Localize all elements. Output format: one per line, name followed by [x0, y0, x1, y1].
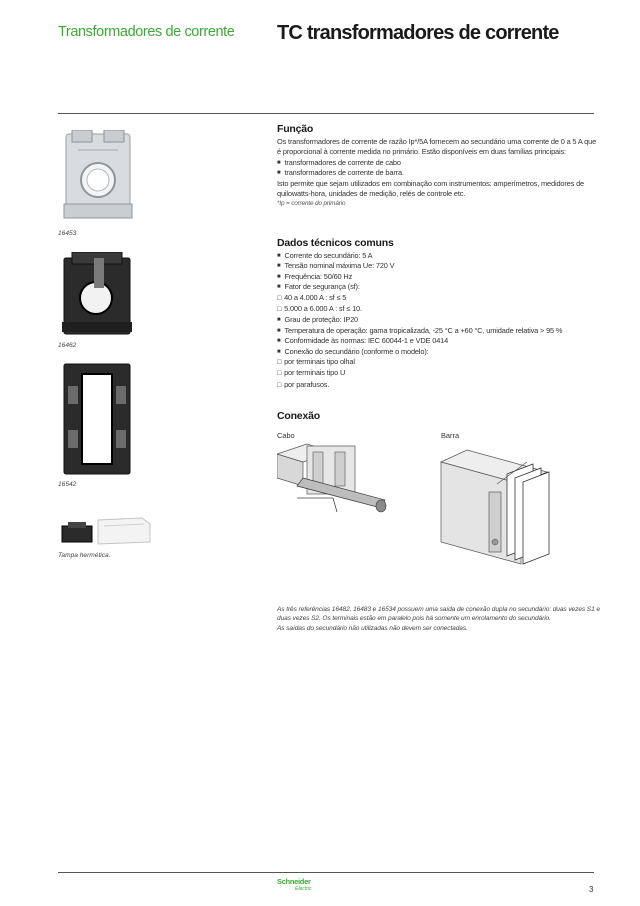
bar-current-transformer-image — [58, 360, 138, 478]
barra-label: Barra — [441, 431, 460, 440]
conexao-title: Conexão — [277, 410, 320, 422]
list-item: ■ Conexão do secundário (conforme o modelo): — [277, 347, 597, 357]
dados-title: Dados técnicos comuns — [277, 237, 394, 249]
list-item: ■ transformadores de corrente de barra. — [277, 168, 597, 178]
image-caption: 16453 — [58, 230, 77, 237]
black-ring-current-transformer-image — [58, 252, 138, 340]
image-caption: 16462 — [58, 342, 77, 349]
section-header: Transformadores de corrente — [58, 24, 235, 40]
dados-list — [277, 251, 597, 391]
funcao-note: *Ip = corrente do primário — [277, 200, 346, 208]
list-item: ■ Conformidade às normas: IEC 60044-1 e VDE 0414 — [277, 336, 597, 346]
footnote-line: As saídas do secundário não utilizadas não devem ser conectadas. — [277, 624, 468, 632]
bar-connection-diagram — [437, 442, 555, 574]
top-divider — [58, 113, 594, 114]
logo-sub: Electric — [295, 886, 312, 892]
funcao-title: Função — [277, 123, 314, 135]
list-item: ■ Temperatura de operação: gama tropicalizada, -25 °C a +60 °C, umidade relativa > 95 % — [277, 326, 597, 336]
list-item: ■ Frequência: 50/60 Hz — [277, 272, 597, 282]
list-item: ■ transformadores de corrente de cabo — [277, 158, 597, 168]
funcao-intro: Os transformadores de corrente de razão Ip*/5A fornecem ao secundário uma corrente de 0 a 5 A que é proporcional à corrente medida no primário. Estão disponíveis em duas famílias principais: — [277, 137, 597, 157]
list-subitem: □ por terminais tipo U — [277, 368, 597, 379]
funcao-text — [277, 137, 597, 210]
list-item: ■ Tensão nominal máxima Ue: 720 V — [277, 261, 597, 271]
sealing-cover-image — [58, 512, 158, 548]
funcao-usage: Isto permite que sejam utilizados em combinação com instrumentos: amperímetros, medidores de quilowatts-hora, unidades de medição, relés de controle etc. — [277, 178, 585, 199]
list-subitem: □ 5.000 a 6.000 A : sf ≤ 10. — [277, 304, 597, 315]
footnote — [277, 605, 607, 633]
page-number: 3 — [589, 885, 594, 894]
image-caption: Tampa hermética. — [58, 552, 111, 559]
cable-connection-diagram — [277, 442, 397, 520]
image-caption: 16542 — [58, 481, 77, 488]
ring-current-transformer-image — [58, 130, 138, 225]
list-item: ■ Grau de proteção: IP20 — [277, 315, 597, 325]
list-item: ■ Fator de segurança (sf): — [277, 282, 597, 292]
list-subitem: □ por terminais tipo olhal — [277, 357, 597, 368]
list-item: ■ Corrente do secundário: 5 A — [277, 251, 597, 261]
schneider-electric-logo — [277, 878, 325, 898]
footnote-line: As três referências 16482, 16483 e 16534 possuem uma saída de conexão dupla no secundário: duas vezes S1 e duas vezes S2. Os terminais estão em paralelo pois há somente um enrolamento do secundário. — [277, 606, 600, 623]
page-title: TC transformadores de corrente — [277, 22, 559, 44]
bottom-divider — [58, 872, 594, 873]
list-subitem: □ 40 a 4.000 A : sf ≤ 5 — [277, 293, 597, 304]
list-subitem: □ por parafusos. — [277, 380, 597, 391]
logo-brand: Schneider — [277, 877, 311, 886]
cabo-label: Cabo — [277, 431, 295, 440]
